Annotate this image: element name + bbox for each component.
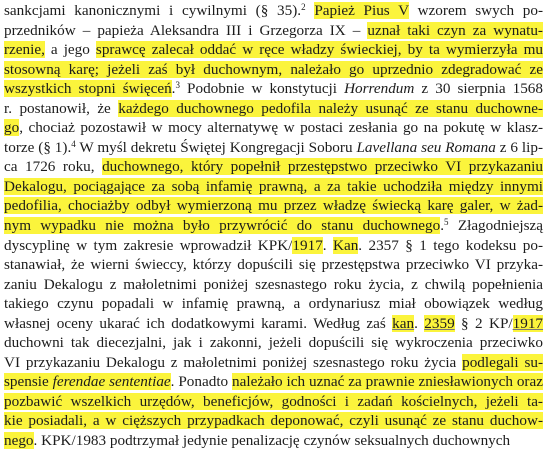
- highlighted-text: 2359: [424, 314, 455, 332]
- highlighted-text: nego: [4, 432, 34, 450]
- text-segment: Lavellana seu Romana: [356, 138, 496, 156]
- highlighted-text: wszystkich stopni święceń: [4, 80, 172, 98]
- text-segment: Złagodniejszą: [448, 217, 544, 235]
- text-line: [4, 99, 543, 119]
- text-segment: W myśl dekretu Świętej Kongregacji Soboru: [75, 138, 357, 156]
- text-segment: , chociaż pozostawił w mocy alternatywę w postaci zesłania go na pokutę w klasz-: [19, 119, 543, 137]
- text-segment: § 2 KP/: [454, 314, 513, 332]
- text-segment: . KPK/1983 podtrzymał jedynie penalizację czynów seksualnych duchownych: [33, 432, 511, 450]
- highlighted-text: pedofilia, chociażby odbył wymierzoną mu przez władzę świecką karę galer, w żad-: [4, 197, 543, 215]
- text-line: [4, 118, 543, 138]
- text-segment: ca 1726 roku,: [4, 158, 103, 176]
- text-line: [4, 353, 543, 373]
- text-line: [4, 196, 543, 216]
- text-segment: r. postanowił, że: [4, 99, 119, 117]
- text-line: [4, 372, 543, 392]
- text-segment: z 30 sierpnia 1568: [414, 80, 543, 98]
- text-segment: dyscyplinę w tym zakresie wprowadził KPK/: [4, 236, 293, 254]
- highlighted-text: kan: [392, 314, 415, 332]
- highlighted-text: ferendae sententiae: [52, 373, 171, 391]
- text-segment: .: [322, 236, 333, 254]
- highlighted-text: Papież Pius V: [314, 2, 409, 19]
- text-segment: . 2357 § 1 tego kodeksu po-: [358, 236, 544, 254]
- text-line: [4, 1, 543, 21]
- highlighted-text: podlegali su-: [462, 353, 544, 371]
- text-segment: sankcjami kanonicznymi i cywilnymi (§ 35).: [4, 2, 302, 19]
- highlighted-text: go: [4, 119, 20, 137]
- text-segment: własnej oceny ukarać ich dodatkowymi karami. Według zaś: [4, 314, 393, 332]
- highlighted-text: kie posiadali, a w cięższych przypadkach deponować, czyli usunąć ze stanu duchow-: [4, 412, 543, 430]
- highlighted-text: 1917: [292, 236, 323, 254]
- highlighted-text: każdego duchownego pedofila należy usunąć ze stanu duchowne-: [118, 99, 543, 117]
- text-segment: . Ponadto: [170, 373, 233, 391]
- highlighted-text: uznał taki czyn za wynatu-: [367, 21, 543, 39]
- highlighted-text: duchownego, który popełnił przestępstwo przeciwko VI przykazaniu: [102, 158, 543, 176]
- text-line: [4, 255, 543, 275]
- footnote-marker: 5: [444, 217, 449, 228]
- text-line: [4, 216, 543, 236]
- highlighted-text: pozbawić wszelkich urzędów, beneficjów, godności i zadań kościelnych, jeżeli ta-: [4, 392, 543, 410]
- highlighted-text: 1917: [512, 314, 544, 332]
- text-segment: wzorem swych po-: [408, 2, 544, 19]
- text-segment: przedników – papieża Aleksandra III i Grzegorza IX –: [4, 21, 368, 39]
- text-line: [4, 333, 543, 353]
- text-line: [4, 40, 543, 60]
- text-line: [4, 138, 543, 158]
- text-line: [4, 177, 543, 197]
- footnote-marker: 3: [175, 80, 180, 91]
- text-line: [4, 314, 543, 334]
- highlighted-text: sprawcę zalecał oddać w ręce władzy świeckiej, by ta wymierzyła mu: [95, 41, 543, 59]
- text-segment: .: [414, 314, 425, 332]
- text-line: [4, 157, 543, 177]
- text-line: [4, 294, 543, 314]
- text-line: [4, 392, 543, 412]
- highlighted-text: spensie: [4, 373, 53, 391]
- text-segment: zaniu Dekalogu z małoletnimi poniżej szesnastego roku życia, z chwilą popełnienia: [4, 275, 543, 293]
- text-line: [4, 431, 543, 451]
- text-line: [4, 21, 543, 41]
- text-line: [4, 79, 543, 99]
- text-segment: .: [440, 217, 445, 235]
- text-segment: .: [171, 80, 176, 98]
- text-line: [4, 60, 543, 80]
- highlighted-text: należało ich uznać za prawnie zniesławionych oraz: [232, 373, 543, 391]
- text-segment: Podobnie w konstytucji: [179, 80, 345, 98]
- text-segment: Horrendum: [344, 80, 415, 98]
- text-segment: a jego: [44, 41, 96, 59]
- highlighted-text: stosowną karę; jeżeli zaś był duchownym, należało go uprzednio zdegradować ze: [4, 60, 543, 78]
- footnote-marker: 4: [71, 138, 76, 149]
- text-segment: stanawiał, że wierni świeccy, którzy dopuścili się przestępstwa przeciwko VI przyka-: [4, 256, 543, 274]
- highlighted-text: nym wypadku nie można było przywrócić do stanu duchownego: [4, 217, 441, 235]
- document-text: [4, 1, 543, 451]
- footnote-marker: 2: [301, 2, 306, 12]
- text-line: [4, 275, 543, 295]
- highlighted-text: Dekalogu, pociągające za sobą infamię prawną, a za takie uchodziła między innymi: [4, 177, 543, 195]
- text-segment: takiego czynu popadali w infamię prawną, a ordynariusz miał obowiązek według: [4, 295, 543, 313]
- text-segment: torze (§ 1).: [4, 138, 72, 156]
- text-line: [4, 236, 543, 256]
- text-segment: duchowni tak diecezjalni, jak i zakonni, jeżeli dopuścili się wykroczenia przeciwko: [4, 334, 543, 352]
- text-line: [4, 411, 543, 431]
- highlighted-text: Kan: [332, 236, 359, 254]
- highlighted-text: rzenie,: [4, 41, 45, 59]
- text-segment: VI przykazaniu Dekalogu z małoletnimi poniżej szesnastego roku życia: [4, 353, 463, 371]
- text-segment: z 6 lip-: [495, 138, 544, 156]
